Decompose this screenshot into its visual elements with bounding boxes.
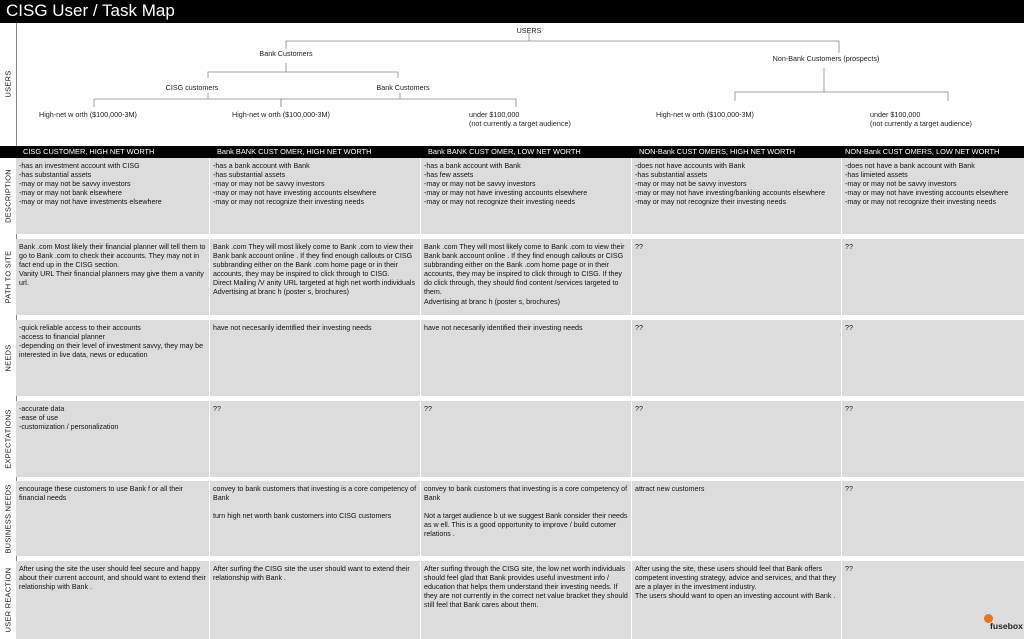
- logo-text: fusebox: [990, 621, 1023, 631]
- row-user-reaction: [16, 561, 1024, 639]
- table-cell: ??: [421, 401, 632, 477]
- table-cell: After using the site, these users should feel that Bank offers competent investing strategy, advice and services, and that they are a player in the investment industry. The users should want to open an investing account with Bank .: [632, 561, 842, 639]
- tree-leaf-under-nonbank-note: (not currently a target audience): [870, 119, 972, 128]
- page-title: CISG User / Task Map: [6, 1, 175, 20]
- table-cell: ??: [210, 401, 421, 477]
- table-cell: Bank .com They will most likely come to Bank .com to view their Bank bank account online . If they find enough callouts or CISG subbranding either on the Bank .com home page or in their accounts, they may be inspired to click through to CISG. If they do click through, they should find content /services targeted to them. Advertising at branc h (poster s, brochures): [421, 239, 632, 315]
- table-cell: attract new customers: [632, 481, 842, 556]
- column-header: CISG CUSTOMER, HIGH NET WORTH: [23, 147, 155, 156]
- row-label-business: BUSINESS NEEDS: [3, 483, 13, 554]
- row-expectations: [16, 401, 1024, 477]
- table-cell: ??: [632, 320, 842, 396]
- table-cell: -accurate data -ease of use -customization / personalization: [16, 401, 210, 477]
- table-cell: -quick reliable access to their accounts -access to financial planner -depending on their level of investment savvy, they may be interested in live data, news or education: [16, 320, 210, 396]
- table-cell: ??: [845, 324, 853, 332]
- tree-non-bank-customers: Non-Bank Customers (prospects): [772, 54, 880, 63]
- table-cell: -has an investment account with CISG -has substantial assets -may or may not be savvy investors -may or may not bank elsewhere -may or may not have investments elsewhere: [16, 158, 210, 234]
- table-cell: ??: [632, 401, 842, 477]
- table-cell: have not necesarily identified their investing needs: [421, 320, 632, 396]
- tree-leaf-hnw-nonbank: High-net w orth ($100,000-3M): [656, 110, 754, 119]
- row-label-description: DESCRIPTION: [3, 169, 13, 223]
- tree-leaf-under-bank: under $100,000: [469, 110, 520, 119]
- table-cell: -does not have accounts with Bank -has substantial assets -may or may not be savvy investors -may or may not have investing/banking accounts elsewhere -may or may not recognize their investing needs: [632, 158, 842, 234]
- column-header: Bank BANK CUST OMER, LOW NET WORTH: [428, 147, 581, 156]
- table-cell: ??: [845, 405, 853, 413]
- tree-leaf-hnw-bank: High-net w orth ($100,000-3M): [232, 110, 330, 119]
- table-cell: After surfing the CISG site the user should want to extend their relationship with Bank .: [210, 561, 421, 639]
- table-cell: ??: [845, 243, 853, 251]
- table-cell: ??: [845, 485, 853, 493]
- table-cell: encourage these customers to use Bank f or all their financial needs: [16, 481, 210, 556]
- row-label-reaction: USER REACTION: [3, 567, 13, 633]
- tree-leaf-under-nonbank: under $100,000: [870, 110, 921, 119]
- table-cell: convey to bank customers that investing is a core competency of Bank turn high net worth bank customers into CISG customers: [210, 481, 421, 556]
- column-header: NON-Bank CUST OMERS, LOW NET WORTH: [845, 147, 1000, 156]
- table-cell: convey to bank customers that investing is a core competency of Bank Not a target audience b ut we suggest Bank consider their needs as w ell. This is a good opportunity to improve / build cutomer relations .: [421, 481, 632, 556]
- tree-leaf-under-bank-note: (not currently a target audience): [469, 119, 571, 128]
- table-cell: -has a bank account with Bank -has few assets -may or may not be savvy investors -may or may not have investing accounts elsewhere -may or may not recognize their investing needs: [421, 158, 632, 234]
- row-label-users: USERS: [3, 70, 13, 98]
- table-cell: ??: [632, 239, 842, 315]
- row-label-path: PATH TO SITE: [3, 250, 13, 304]
- column-header: NON-Bank CUST OMERS, HIGH NET WORTH: [639, 147, 796, 156]
- table-cell: -has a bank account with Bank -has substantial assets -may or may not be savvy investors -may or may not have investing accounts elsewhere -may or may not recognize their investing needs: [210, 158, 421, 234]
- row-label-needs: NEEDS: [3, 344, 13, 372]
- table-cell: Bank .com They will most likely come to Bank .com to view their Bank bank account online . If they find enough callouts or CISG subbranding either on the Bank .com home page or in their accounts, they may be inspired to click through to CISG. Direct Mailing /V anity URL targeted at high net worth individuals Advertising at branc h (poster s, brochures): [210, 239, 421, 315]
- row-path-to-site: [16, 239, 1024, 315]
- table-cell: -does not have a bank account with Bank -has limieted assets -may or may not be savvy investors -may or may not have investing accounts elsewhere -may or may not recognize their investing needs: [845, 162, 1009, 207]
- tree-cisg-customers: CISG customers: [165, 83, 219, 92]
- table-cell: After using the site the user should feel secure and happy about their current account, and should want to extend their relationship with Bank .: [16, 561, 210, 639]
- tree-root: USERS: [516, 26, 542, 35]
- row-business-needs: [16, 481, 1024, 556]
- row-needs: [16, 320, 1024, 396]
- column-header: Bank BANK CUST OMER, HIGH NET WORTH: [217, 147, 372, 156]
- users-tree: [0, 23, 1024, 145]
- table-cell: ??: [845, 565, 853, 573]
- tree-bank-customers: Bank Customers: [259, 49, 313, 58]
- row-label-expectations: EXPECTATIONS: [3, 409, 13, 469]
- tree-bank-customers-sub: Bank Customers: [376, 83, 430, 92]
- column-header-bar: [0, 146, 1024, 158]
- table-cell: Bank .com Most likely their financial planner will tell them to go to Bank .com to check their accounts. They may not in fact end up in the CISG section. Vanity URL Their financial planners may give them a vanity url.: [16, 239, 210, 315]
- tree-leaf-hnw-cisg: High-net w orth ($100,000-3M): [39, 110, 137, 119]
- row-description: [16, 158, 1024, 234]
- table-cell: After surfing through the CISG site, the low net worth individuals should feel glad that Bank provides useful investment info / education that helps them understand their investing needs. If they are not currently in the correct net value bracket they should still feel that Bank cares about them.: [421, 561, 632, 639]
- table-cell: have not necesarily identified their investing needs: [210, 320, 421, 396]
- title-bar: [0, 0, 1024, 23]
